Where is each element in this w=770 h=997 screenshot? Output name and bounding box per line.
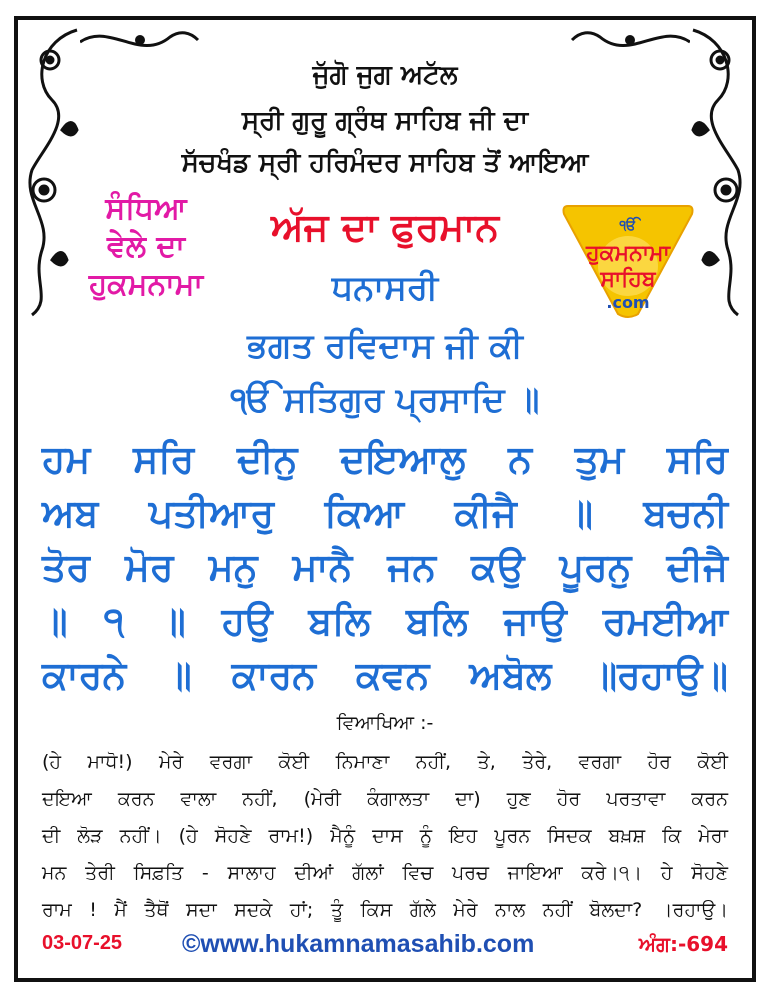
badge-line-2: ਵੇਲੇ ਦਾ xyxy=(107,229,185,264)
shabad-line: ਹਮ ਸਰਿ ਦੀਨੁ ਦਇਆਲੁ ਨ ਤੁਮ ਸਰਿ xyxy=(42,437,728,481)
top-right-swirl-icon xyxy=(570,22,690,62)
header-line-3: ਸੱਚਖੰਡ ਸ੍ਰੀ ਹਰਿਮੰਦਰ ਸਾਹਿਬ ਤੋਂ ਆਇਆ xyxy=(181,148,589,178)
top-left-swirl-icon xyxy=(80,22,200,62)
raag-name: ਧਨਾਸਰੀ xyxy=(331,268,439,308)
footer xyxy=(42,930,728,966)
logo-ikonkar: ੴ xyxy=(619,218,637,234)
header-line-2: ਸ੍ਰੀ ਗੁਰੂ ਗ੍ਰੰਥ ਸਾਹਿਬ ਜੀ ਦਾ xyxy=(241,106,529,136)
explanation-line: ਦਇਆ ਕਰਨ ਵਾਲਾ ਨਹੀਂ, (ਮੇਰੀ ਕੰਗਾਲਤਾ ਦਾ) ਹੁਣ ਹੋਰ ਪਰਤਾਵਾ ਕਰਨ xyxy=(42,788,728,810)
header-line-1: ਜੁੱਗੋ ਜੁਗ ਅਟੱਲ xyxy=(312,60,458,90)
ang-number: ਅੰਗ:-694 xyxy=(638,932,728,956)
shabad-line: ਤੋਰ ਮੋਰ ਮਨੁ ਮਾਨੈ ਜਨ ਕਉ ਪੂਰਨੁ ਦੀਜੈ xyxy=(42,545,728,589)
explanation-line: (ਹੇ ਮਾਧੋ!) ਮੇਰੇ ਵਰਗਾ ਕੋਈ ਨਿਮਾਣਾ ਨਹੀਂ, ਤੇ, ਤੇਰੇ, ਵਰਗਾ ਹੋਰ ਕੋਈ xyxy=(42,751,728,773)
shabad-line: ਕਾਰਨੇ ॥ ਕਾਰਨ ਕਵਨ ਅਬੋਲ ॥ਰਹਾਉ॥ xyxy=(42,653,728,697)
logo-line-3: .com xyxy=(606,293,650,312)
shabad-text xyxy=(42,432,728,702)
mool-mantar: ੴ ਸਤਿਗੁਰ ਪ੍ਰਸਾਦਿ ॥ xyxy=(230,380,540,420)
badge-line-3: ਹੁਕਮਨਾਮਾ xyxy=(88,267,204,302)
explanation-heading: ਵਿਆਖਿਆ :- xyxy=(336,712,434,734)
explanation-text xyxy=(42,744,728,929)
bhagat-name: ਭਗਤ ਰਵਿਦਾਸ ਜੀ ਕੀ xyxy=(247,326,523,366)
date-label: 03-07-25 xyxy=(42,932,123,954)
page-title: ਅੱਜ ਦਾ ਫੁਰਮਾਨ xyxy=(271,205,499,249)
explanation-line: ਰਾਮ ! ਮੈਂ ਤੈਥੋਂ ਸਦਾ ਸਦਕੇ ਹਾਂ; ਤੂੰ ਕਿਸ ਗੱਲੇ ਮੇਰੇ ਨਾਲ ਨਹੀਂ ਬੋਲਦਾ? ।ਰਹਾਉ। xyxy=(42,899,728,921)
shabad-line: ॥ ੧ ॥ ਹਉ ਬਲਿ ਬਲਿ ਜਾਉ ਰਮਈਆ xyxy=(42,599,728,643)
website-link[interactable]: ©www.hukamnamasahib.com xyxy=(182,930,535,958)
logo-line-1: ਹੁਕਮਨਾਮਾ xyxy=(586,241,670,266)
explanation-line: ਮਨ ਤੇਰੀ ਸਿਫ਼ਤਿ - ਸਾਲਾਹ ਦੀਆਂ ਗੱਲਾਂ ਵਿਚ ਪਰਚ ਜਾਇਆ ਕਰੇ।੧। ਹੇ ਸੋਹਣੇ xyxy=(42,862,728,884)
logo-line-2: ਸਾਹਿਬ xyxy=(600,267,656,292)
explanation-line: ਦੀ ਲੋੜ ਨਹੀਂ। (ਹੇ ਸੋਹਣੇ ਰਾਮ!) ਮੈਨੂੰ ਦਾਸ ਨੂੰ ਇਹ ਪੂਰਨ ਸਿਦਕ ਬਖ਼ਸ਼ ਕਿ ਮੇਰਾ xyxy=(42,825,728,847)
badge-line-1: ਸੰਧਿਆ xyxy=(105,191,187,226)
shabad-line: ਅਬ ਪਤੀਆਰੁ ਕਿਆ ਕੀਜੈ ॥ ਬਚਨੀ xyxy=(42,491,728,535)
